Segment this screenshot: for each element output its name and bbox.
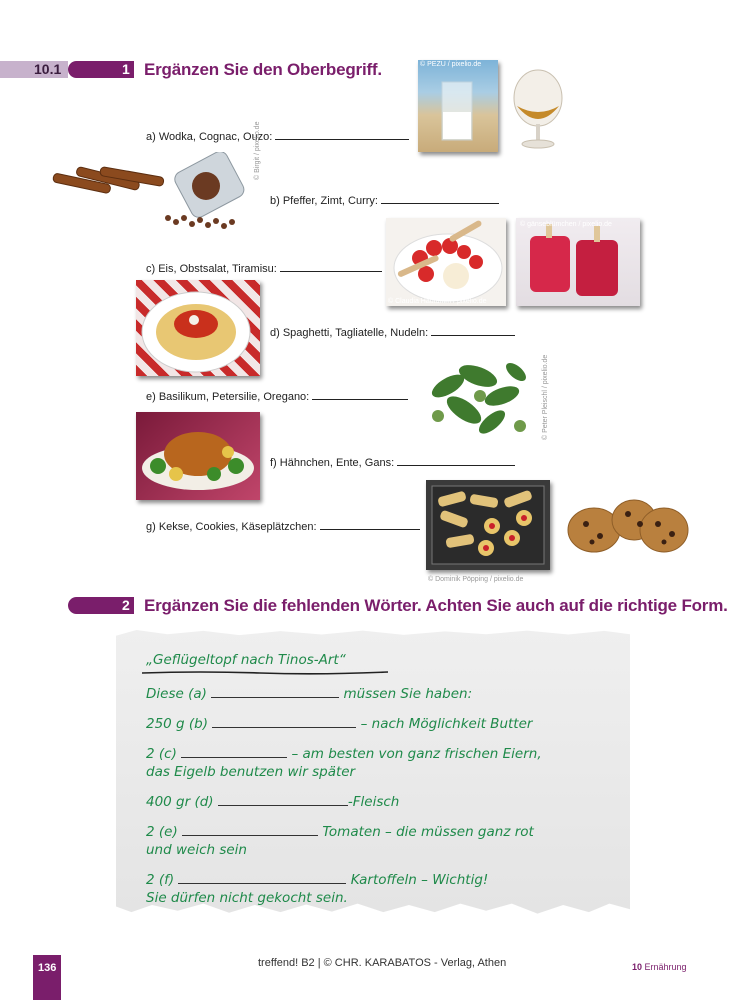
item-e-text: e) Basilikum, Petersilie, Oregano:: [146, 391, 310, 403]
credit-strawberries: © Claudia Hautumm / pixelio.de: [388, 298, 487, 305]
task1-number: 1: [122, 61, 130, 77]
recipe-line-c: [146, 746, 542, 763]
item-b-text: b) Pfeffer, Zimt, Curry:: [270, 195, 378, 207]
credit-popsicles: © gänseblümchen / pixelio.de: [520, 221, 612, 228]
recipe-line-f-cont: Sie dürfen nicht gekocht sein.: [146, 890, 348, 906]
item-a: [146, 130, 409, 144]
line-b-prefix: 250 g (b): [146, 716, 209, 732]
line-d-prefix: 400 gr (d): [146, 794, 214, 810]
strawberries-photo: [386, 218, 506, 306]
page-number: 136: [38, 962, 57, 974]
item-d-text: d) Spaghetti, Tagliatelle, Nudeln:: [270, 327, 429, 339]
chapter-label: [632, 962, 687, 972]
recipe-line-e-cont: und weich sein: [146, 842, 247, 858]
item-a-blank[interactable]: [275, 130, 409, 140]
credit-spices: © Birgit / pixelio.de: [254, 121, 261, 180]
line-f-suffix: Kartoffeln – Wichtig!: [350, 872, 489, 888]
item-f-blank[interactable]: [397, 456, 515, 466]
spices-image: [48, 152, 263, 232]
item-g-blank[interactable]: [320, 520, 420, 530]
recipe-line-b: [146, 716, 532, 733]
item-f-text: f) Hähnchen, Ente, Gans:: [270, 457, 395, 469]
credit-herbs: © Peter Pleischl / pixelio.de: [542, 354, 549, 440]
chapter-number: 10: [632, 962, 643, 972]
blank-e[interactable]: [182, 825, 318, 836]
recipe-line-f: [146, 872, 488, 889]
blank-f[interactable]: [178, 873, 346, 884]
blank-d[interactable]: [218, 795, 348, 806]
blank-c[interactable]: [181, 747, 287, 758]
milk-glass-photo: [418, 60, 498, 152]
section-label: 10.1: [34, 61, 62, 77]
item-e: [146, 390, 408, 404]
cookies-image: [564, 494, 694, 558]
blank-b[interactable]: [212, 717, 356, 728]
credit-glass: © PEZU / pixelio.de: [420, 61, 482, 68]
recipe-line-c-cont: das Eigelb benutzen wir später: [146, 764, 356, 780]
line-a-suffix: müssen Sie haben:: [343, 686, 473, 702]
line-d-suffix: -Fleisch: [347, 794, 400, 810]
blank-a[interactable]: [211, 687, 339, 698]
item-e-blank[interactable]: [312, 390, 408, 400]
item-f: [270, 456, 515, 470]
item-g-text: g) Kekse, Cookies, Käseplätzchen:: [146, 521, 317, 533]
item-c-blank[interactable]: [280, 262, 382, 272]
item-d: [270, 326, 515, 340]
baking-tray-photo: [426, 480, 550, 570]
popsicles-photo: [516, 218, 640, 306]
line-c-prefix: 2 (c): [146, 746, 177, 762]
herbs-photo: [418, 346, 536, 446]
item-c-text: c) Eis, Obstsalat, Tiramisu:: [146, 263, 277, 275]
spaghetti-photo: [136, 280, 260, 376]
item-d-blank[interactable]: [431, 326, 515, 336]
task2-title: Ergänzen Sie die fehlenden Wörter. Achten Sie auch auf die richtige Form.: [144, 596, 728, 615]
line-a-prefix: Diese (a): [146, 686, 207, 702]
task1-title: Ergänzen Sie den Oberbegriff.: [144, 60, 382, 79]
recipe-line-e: [146, 824, 534, 841]
item-b: [270, 194, 499, 208]
cognac-glass-image: [508, 62, 568, 152]
recipe-title: „Geflügeltopf nach Tinos-Art“: [146, 652, 346, 668]
footer-copyright: treffend! B2 | © CHR. KARABATOS - Verlag, Athen: [258, 957, 507, 969]
item-a-text: a) Wodka, Cognac, Ouzo:: [146, 131, 273, 143]
item-g: [146, 520, 420, 534]
line-f-prefix: 2 (f): [146, 872, 175, 888]
line-b-suffix: – nach Möglichkeit Butter: [360, 716, 533, 732]
credit-cookies: © Dominik Pöpping / pixelio.de: [428, 576, 524, 583]
recipe-title-underline: [140, 670, 392, 676]
task2-number: 2: [122, 597, 130, 613]
recipe-line-d: [146, 794, 399, 811]
chapter-name: Ernährung: [644, 962, 687, 972]
item-c: [146, 262, 382, 276]
chicken-photo: [136, 412, 260, 500]
item-b-blank[interactable]: [381, 194, 499, 204]
line-e-prefix: 2 (e): [146, 824, 178, 840]
recipe-line-a: [146, 686, 472, 703]
line-c-suffix: – am besten von ganz frischen Eiern,: [291, 746, 542, 762]
line-e-suffix: Tomaten – die müssen ganz rot: [322, 824, 534, 840]
